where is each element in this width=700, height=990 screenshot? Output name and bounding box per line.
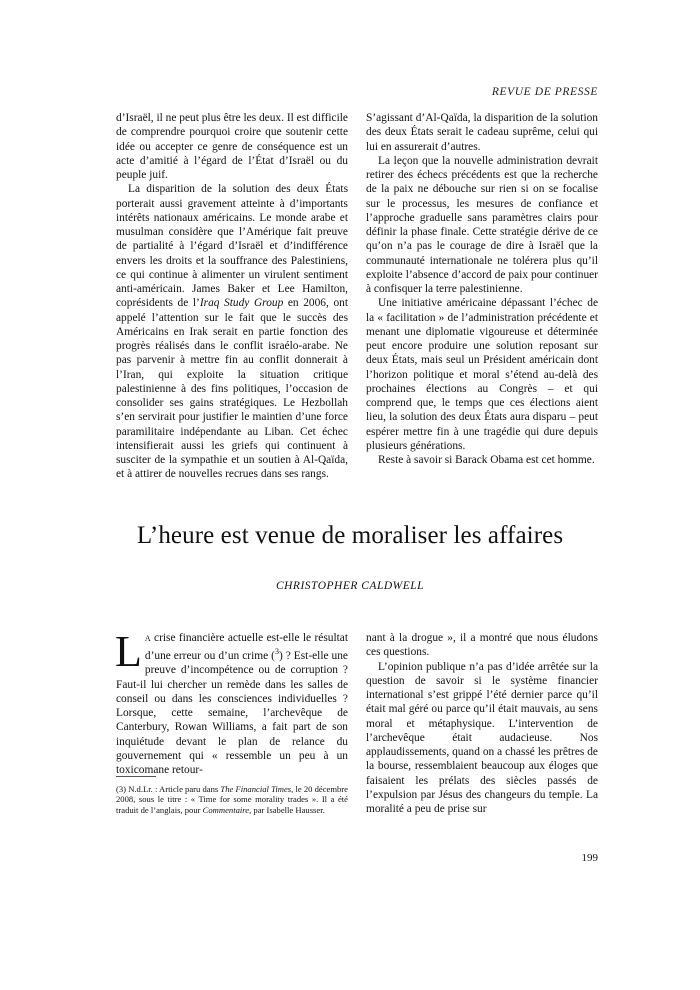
text-run: ) ? Est-elle une preuve d’incompétence ou de corruption ? Faut-il lui chercher un remède dans les salles de conseil ou dans les consciences individuelles ? Lorsque, cette semaine, l’archevêque de Canterbury, Rowan Williams, a fait part de son inquiétude devant le plan de relance du gouvernement qui « ressemble un peu à un toxicomane retour- <box>116 650 348 777</box>
running-header: REVUE DE PRESSE <box>491 86 598 98</box>
italic-title: Iraq Study Group <box>199 297 284 310</box>
article-title: L’heure est venue de moraliser les affaires <box>136 522 564 549</box>
opening-paragraph <box>115 627 348 777</box>
text-run: , par Isabelle Hausser. <box>249 804 325 815</box>
bottom-left-column <box>115 627 348 777</box>
paragraph: d’Israël, il ne peut plus être les deux. Il est difficile de comprendre pourquoi croire que soutenir cette idée ou accepter ce genre de conséquence est un acte d’amitié à l’égard de l’État d’Israël ou du peuple juif. <box>116 112 348 181</box>
text-run: , le 20 décembre 2008, sous le titre : « Time for some morality trades ». Il a été traduit de l’anglais, pour <box>116 784 348 815</box>
top-right-column <box>366 111 598 467</box>
bottom-right-column <box>366 631 598 816</box>
top-left-column <box>116 111 348 482</box>
footnote-ref[interactable]: 3 <box>274 647 279 657</box>
paragraph: La leçon que la nouvelle administration devrait retirer des échecs précédents est que la recherche de la paix ne débouche sur rien si on se focalise sur le processus, les mesures de confiance et l’approche graduelle sans paramètres clairs pour définir la phase finale. Cette stratégie dérive de ce qu’on n’a pas le courage de dire à Israël que la communauté internationale ne tolérera plus qu’il exploite l’absence d’accord de paix pour continuer à confisquer la terre palestinienne. <box>366 154 598 295</box>
paragraph: L’opinion publique n’a pas d’idée arrêtée sur la question de savoir si le système financier international s’est grippé l’été dernier parce qu’il était mal géré ou parce qu’il était mauvais, au sens moral et métaphysique. L’intervention de l’archevêque était audacieuse. Nos applaudissements, quand on a chassé les prêtres de la bourse, ressemblaient beaucoup aux éloges que faisaient les prélats des siècles passés de l’expulsion par Jésus des changeurs du temple. La moralité a peu de prise sur <box>366 660 598 815</box>
paragraph: S’agissant d’Al-Qaïda, la disparition de la solution des deux États serait le cadeau suprême, celui qui lui en assurerait d’autres. <box>366 112 598 153</box>
paragraph: Une initiative américaine dépassant l’échec de la « facilitation » de l’administration précédente et menant une diplomatie vigoureuse et déterminée peut encore produire une solution reposant sur deux États, mais seul un Président américain dont l’horizon politique et moral s’étend au-delà des prochaines élections au Congrès – et qui comprend que, le temps que ces élections aient lieu, la solution des deux États aura disparu – peut espérer mettre fin à une tragédie qui dure depuis plusieurs générations. <box>366 297 598 452</box>
paragraph: Reste à savoir si Barack Obama est cet homme. <box>378 454 595 466</box>
drop-cap: L <box>115 627 142 676</box>
first-word-rest: a <box>144 632 151 644</box>
article-author: CHRISTOPHER CALDWELL <box>275 580 425 592</box>
text-run: La disparition de la solution des deux États porterait aussi gravement atteinte à d’importants intérêts nationaux américains. Le monde arabe et musulman considère que l’Amérique fait preuve de partialité à l’égard d’Israël et d’indifférence envers les droits et la souffrance des Palestiniens, ce qui continue à alimenter un virulent sentiment anti-américain. James Baker et Lee Hamilton, coprésidents de l’ <box>116 183 348 310</box>
text-run: en 2006, ont appelé l’attention sur le fait que le succès des Américains en Irak serait en partie fonction des progrès réalisés dans le conflit israélo-arabe. Ne pas parvenir à mettre fin au conflit donnerait à l’Iran, qui exploite la situation critique palestinienne à des fins politiques, l’occasion de consolider ses gains stratégiques. Le Hezbollah s’en servirait pour justifier le maintien d’une force paramilitaire indépendante au Liban. Cet échec intensifierait aussi les griefs qui continuent à susciter de la sympathie et un soutien à Al-Qaïda, et à attirer de nouvelles recrues dans ses rangs. <box>116 297 348 481</box>
italic-publication: Commentaire <box>202 804 250 815</box>
italic-source: The Financial Times <box>220 784 292 794</box>
footnote-divider <box>116 776 156 777</box>
paragraph <box>116 182 348 481</box>
page-number: 199 <box>581 852 598 864</box>
footnote <box>116 784 348 815</box>
paragraph: nant à la drogue », il a montré que nous éludons ces questions. <box>366 632 598 659</box>
text-run: crise financière actuelle est-elle le résultat d’une erreur ou d’un crime ( <box>144 632 348 663</box>
text-run: (3) N.d.Lr. : Article paru dans <box>116 784 221 794</box>
